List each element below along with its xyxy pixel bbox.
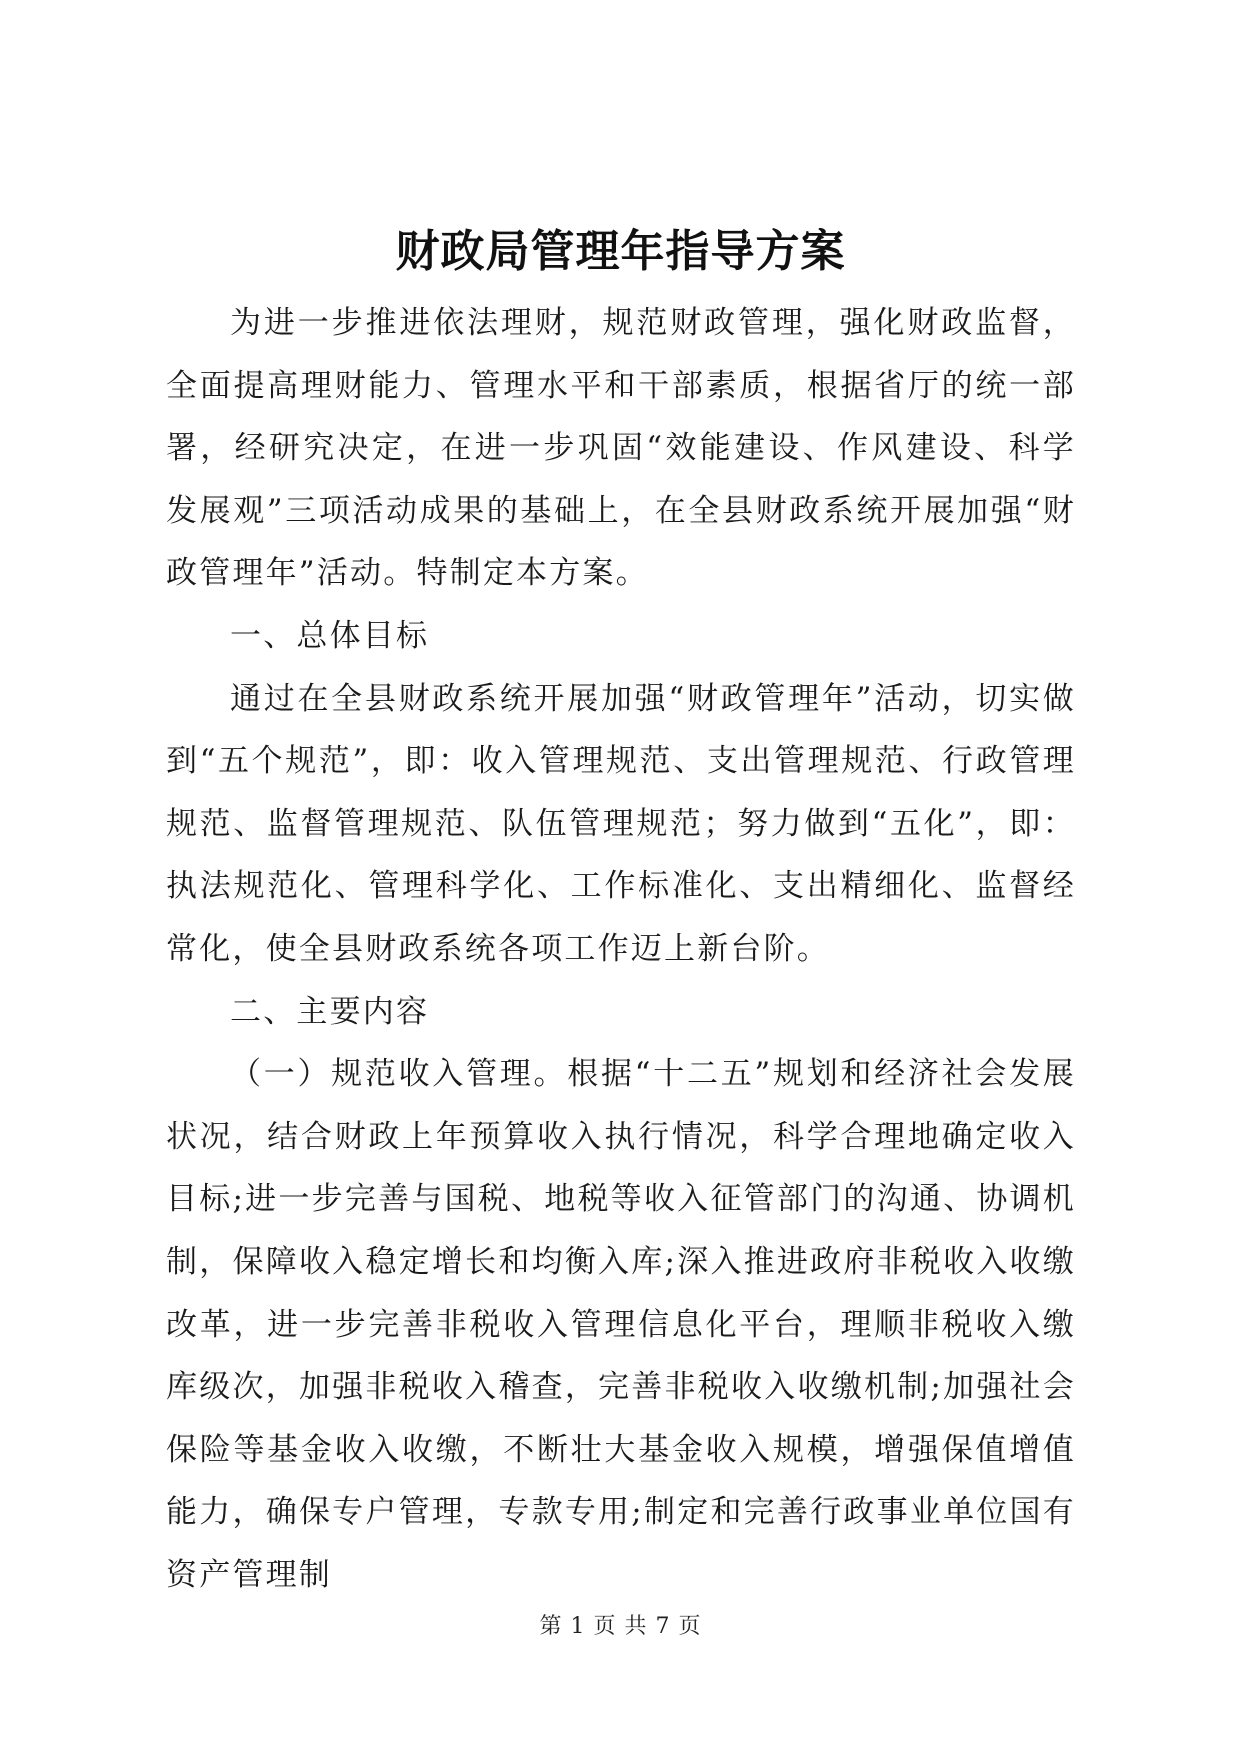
goal-paragraph: 通过在全县财政系统开展加强“财政管理年”活动，切实做到“五个规范”，即：收入管理规范、支出管理规范、行政管理规范、监督管理规范、队伍管理规范；努力做到“五化”，即：执法规范化、管理科学化、工作标准化、支出精细化、监督经常化，使全县财政系统各项工作迈上新台阶。	[166, 680, 1076, 967]
document-title: 财政局管理年指导方案	[395, 226, 846, 277]
document-body	[166, 292, 1076, 1606]
section-heading-2: 二、主要内容	[230, 993, 430, 1030]
intro-paragraph: 为进一步推进依法理财，规范财政管理，强化财政监督，全面提高理财能力、管理水平和干部素质，根据省厅的统一部署，经研究决定，在进一步巩固“效能建设、作风建设、科学发展观”三项活动成果的基础上，在全县财政系统开展加强“财政管理年”活动。特制定本方案。	[166, 305, 1076, 592]
content-paragraph: （一）规范收入管理。根据“十二五”规划和经济社会发展状况，结合财政上年预算收入执行情况，科学合理地确定收入目标;进一步完善与国税、地税等收入征管部门的沟通、协调机制，保障收入稳定增长和均衡入库;深入推进政府非税收入收缴改革，进一步完善非税收入管理信息化平台，理顺非税收入缴库级次，加强非税收入稽查，完善非税收入收缴机制;加强社会保险等基金收入收缴，不断壮大基金收入规模，增强保值增值能力，确保专户管理，专款专用;制定和完善行政事业单位国有资产管理制	[166, 1056, 1076, 1593]
section-heading-1: 一、总体目标	[230, 617, 430, 654]
page-number: 第 1 页 共 7 页	[539, 1614, 702, 1639]
